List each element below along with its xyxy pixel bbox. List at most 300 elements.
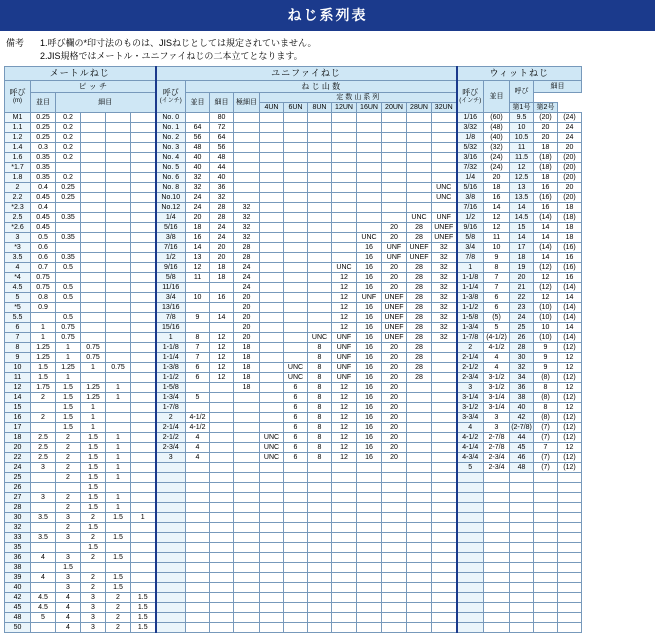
metric-fine-cell: 0.5 <box>56 293 81 303</box>
unified-empty-cell <box>332 483 357 493</box>
unified-series-cell: 20 <box>382 373 407 383</box>
metric-fine-cell: 0.2 <box>56 133 81 143</box>
metric-fine4-cell <box>131 313 156 323</box>
unified-empty-cell <box>156 533 186 543</box>
unified-series-cell: 20 <box>382 423 407 433</box>
unified-series-cell: 12 <box>332 393 357 403</box>
unified-series-cell: UNC <box>308 333 332 343</box>
whit-empty-cell <box>534 593 558 603</box>
whit-coarse-cell: 4 <box>484 363 510 373</box>
metric-yobi-cell: 30 <box>5 513 31 523</box>
metric-fine2-cell <box>81 163 106 173</box>
metric-fine3-cell <box>106 253 131 263</box>
metric-fine-cell: 1.5 <box>56 383 81 393</box>
unified-series-cell <box>284 193 308 203</box>
unified-series-cell <box>382 143 407 153</box>
unified-series-cell <box>432 113 457 123</box>
unified-series-cell: 6 <box>284 453 308 463</box>
metric-fine4-cell <box>131 413 156 423</box>
whit-coarse-cell: 8 <box>484 263 510 273</box>
unified-series-cell <box>357 183 382 193</box>
unified-yobi-cell: No. 1 <box>156 123 186 133</box>
metric-coarse-cell: 1.5 <box>31 363 56 373</box>
whit-no1-cell: 8 <box>534 383 558 393</box>
metric-fine3-cell <box>106 333 131 343</box>
unified-series-cell <box>407 413 432 423</box>
unified-series-cell <box>284 153 308 163</box>
table-row <box>5 623 582 633</box>
unified-empty-cell <box>156 593 186 603</box>
unified-empty-cell <box>308 603 332 613</box>
metric-fine4-cell <box>131 203 156 213</box>
unified-empty-cell <box>308 463 332 473</box>
series-28un-header: 28UN <box>407 103 432 113</box>
unified-series-cell <box>407 153 432 163</box>
metric-fine3-cell: 1 <box>106 443 131 453</box>
unified-series-cell <box>407 143 432 153</box>
metric-fine4-cell <box>131 153 156 163</box>
unified-unef-cell <box>234 393 260 403</box>
unified-empty-cell <box>357 613 382 623</box>
metric-fine3-cell <box>106 523 131 533</box>
unified-empty-cell <box>234 473 260 483</box>
table-row <box>5 423 582 433</box>
metric-fine4-cell <box>131 583 156 593</box>
metric-fine3-cell <box>106 143 131 153</box>
unified-unf-cell <box>210 383 234 393</box>
unified-series-cell <box>260 303 284 313</box>
unified-series-cell <box>284 353 308 363</box>
unified-series-cell: 12 <box>332 313 357 323</box>
metric-coarse-cell: 2 <box>31 413 56 423</box>
metric-yobi-cell: 11 <box>5 373 31 383</box>
unified-empty-cell <box>186 513 210 523</box>
table-row <box>5 363 582 373</box>
metric-fine2-cell: 1.25 <box>81 383 106 393</box>
metric-fine3-cell: 2 <box>106 593 131 603</box>
unified-series-cell <box>260 373 284 383</box>
unified-unef-cell: 18 <box>234 363 260 373</box>
whit-empty-cell <box>558 583 582 593</box>
whit-empty-cell <box>534 513 558 523</box>
whit-coarse-cell: (5) <box>484 313 510 323</box>
whit-empty-cell <box>457 473 484 483</box>
table-row <box>5 593 582 603</box>
whit-coarse-cell: (32) <box>484 143 510 153</box>
metric-coarse-cell <box>31 583 56 593</box>
unified-yobi-cell: 1 <box>156 333 186 343</box>
whit-empty-cell <box>484 503 510 513</box>
whit-empty-cell <box>484 493 510 503</box>
metric-fine2-cell <box>81 253 106 263</box>
unified-series-cell: 28 <box>407 273 432 283</box>
unified-series-cell <box>432 133 457 143</box>
table-row <box>5 173 582 183</box>
metric-fine2-cell: 1.25 <box>81 393 106 403</box>
metric-coarse-cell: 0.35 <box>31 163 56 173</box>
whit-no1-cell: 12 <box>534 293 558 303</box>
metric-fine4-cell <box>131 543 156 553</box>
unified-series-cell: 16 <box>357 283 382 293</box>
unified-series-cell <box>260 153 284 163</box>
whit-fine-yobi-cell: 40 <box>510 403 534 413</box>
unified-series-cell: 16 <box>357 453 382 463</box>
unified-series-cell: 28 <box>407 233 432 243</box>
unified-empty-cell <box>432 623 457 633</box>
whit-yobi-cell: 3-1/2 <box>457 403 484 413</box>
unified-empty-cell <box>432 573 457 583</box>
metric-yobi-cell: M1 <box>5 113 31 123</box>
metric-fine4-cell <box>131 393 156 403</box>
unified-series-cell <box>432 453 457 463</box>
unified-empty-cell <box>357 563 382 573</box>
unified-series-cell: 20 <box>382 403 407 413</box>
whit-yobi-cell: 3/8 <box>457 193 484 203</box>
unified-series-cell: UNC <box>260 453 284 463</box>
whit-empty-cell <box>484 583 510 593</box>
table-row <box>5 393 582 403</box>
metric-fine3-cell <box>106 323 131 333</box>
table-row <box>5 293 582 303</box>
metric-fine3-cell <box>106 293 131 303</box>
unified-series-cell <box>284 133 308 143</box>
unified-series-cell <box>260 403 284 413</box>
whit-empty-cell <box>484 593 510 603</box>
whit-empty-cell <box>558 513 582 523</box>
unified-empty-cell <box>357 473 382 483</box>
unified-empty-cell <box>210 613 234 623</box>
metric-fine4-cell <box>131 273 156 283</box>
unified-yobi-cell: 3/4 <box>156 293 186 303</box>
metric-coarse-cell: 1.5 <box>31 373 56 383</box>
whit-empty-cell <box>510 613 534 623</box>
unified-unc-cell: 10 <box>186 293 210 303</box>
metric-fine2-cell: 1 <box>81 363 106 373</box>
unified-empty-cell <box>284 493 308 503</box>
unified-unef-cell <box>234 403 260 413</box>
unified-empty-cell <box>432 553 457 563</box>
unified-unef-cell: 32 <box>234 233 260 243</box>
unified-series-cell: UNC <box>432 193 457 203</box>
metric-fine3-cell: 1.5 <box>106 573 131 583</box>
whit-yobi-cell: 1-1/2 <box>457 303 484 313</box>
unified-series-cell: UNC <box>407 213 432 223</box>
unified-series-cell: 32 <box>432 333 457 343</box>
unified-empty-cell <box>407 503 432 513</box>
unified-series-cell <box>260 213 284 223</box>
unified-unf-cell: 24 <box>210 233 234 243</box>
whit-no1-cell: (8) <box>534 373 558 383</box>
unified-empty-cell <box>332 603 357 613</box>
unified-empty-cell <box>407 553 432 563</box>
unified-empty-cell <box>284 533 308 543</box>
metric-coarse-cell: 4.5 <box>31 603 56 613</box>
metric-fine2-cell <box>81 153 106 163</box>
whit-yobi-cell: 1/16 <box>457 113 484 123</box>
whit-empty-cell <box>457 533 484 543</box>
whit-empty-cell <box>534 613 558 623</box>
whit-no2-cell: (12) <box>558 433 582 443</box>
unified-series-cell <box>432 373 457 383</box>
unified-unc-cell: 32 <box>186 173 210 183</box>
unified-series-cell <box>357 133 382 143</box>
whit-empty-cell <box>457 513 484 523</box>
whit-no1-cell: (7) <box>534 433 558 443</box>
unified-series-cell: 16 <box>357 323 382 333</box>
metric-fine-cell: 2 <box>56 453 81 463</box>
teisuu-header: 定 数 山 系 列 <box>260 93 457 103</box>
unified-series-cell: 6 <box>284 403 308 413</box>
metric-coarse-cell: 0.75 <box>31 283 56 293</box>
metric-coarse-cell: 3 <box>31 493 56 503</box>
metric-fine-cell <box>56 243 81 253</box>
whit-yobi-cell: 3/16 <box>457 153 484 163</box>
unified-empty-cell <box>210 583 234 593</box>
metric-coarse-cell <box>31 563 56 573</box>
metric-fine2-cell: 2 <box>81 513 106 523</box>
metric-fine3-cell <box>106 113 131 123</box>
unified-series-cell <box>407 193 432 203</box>
unified-series-cell <box>284 263 308 273</box>
unified-empty-cell <box>234 553 260 563</box>
unified-unef-cell <box>234 163 260 173</box>
unified-empty-cell <box>432 593 457 603</box>
unified-empty-cell <box>234 533 260 543</box>
whit-empty-cell <box>534 553 558 563</box>
unified-empty-cell <box>186 563 210 573</box>
whit-coarse-cell: 6 <box>484 293 510 303</box>
unified-series-cell <box>308 213 332 223</box>
unified-unc-cell: 32 <box>186 183 210 193</box>
unified-series-cell <box>284 323 308 333</box>
unified-series-cell <box>332 253 357 263</box>
unified-empty-cell <box>284 603 308 613</box>
unified-series-cell: 16 <box>357 263 382 273</box>
metric-fine3-cell <box>106 223 131 233</box>
unified-yobi-cell: 7/8 <box>156 313 186 323</box>
metric-fine3-cell <box>106 123 131 133</box>
metric-fine-cell: 0.5 <box>56 283 81 293</box>
unified-series-cell <box>407 433 432 443</box>
whit-no1-cell: (18) <box>534 163 558 173</box>
metric-fine4-cell <box>131 573 156 583</box>
unified-empty-cell <box>156 583 186 593</box>
whit-empty-cell <box>510 603 534 613</box>
metric-coarse-cell <box>31 523 56 533</box>
metric-fine-cell: 1.25 <box>56 363 81 373</box>
whit-empty-cell <box>534 483 558 493</box>
metric-fine4-cell <box>131 183 156 193</box>
unified-unef-cell <box>234 453 260 463</box>
whit-yobi-cell: 4-3/4 <box>457 453 484 463</box>
whit-no2-cell: 18 <box>558 223 582 233</box>
unified-series-cell <box>432 433 457 443</box>
whit-empty-cell <box>534 623 558 633</box>
metric-yobi-cell: 3 <box>5 233 31 243</box>
unified-series-cell <box>308 183 332 193</box>
whit-empty-cell <box>457 573 484 583</box>
metric-fine-cell: 3 <box>56 583 81 593</box>
whit-no2-cell: 16 <box>558 253 582 263</box>
unified-series-cell <box>432 353 457 363</box>
unified-empty-cell <box>210 543 234 553</box>
unified-series-cell: 8 <box>308 423 332 433</box>
unified-empty-cell <box>156 563 186 573</box>
unified-series-cell <box>407 183 432 193</box>
unified-unc-cell <box>186 113 210 123</box>
metric-fine-cell <box>56 223 81 233</box>
metric-fine4-cell <box>131 333 156 343</box>
metric-yobi-cell: *3 <box>5 243 31 253</box>
whit-no2-cell: 24 <box>558 123 582 133</box>
unified-series-cell <box>308 323 332 333</box>
whit-no2-cell: 12 <box>558 383 582 393</box>
unified-series-cell: UNF <box>332 353 357 363</box>
unified-yobi-cell: No. 2 <box>156 133 186 143</box>
whit-coarse-cell: 20 <box>484 173 510 183</box>
unified-empty-cell <box>156 473 186 483</box>
unified-unf-cell <box>210 393 234 403</box>
whit-empty-cell <box>510 533 534 543</box>
page-title: ねじ系列表 <box>0 0 655 33</box>
metric-fine2-cell <box>81 133 106 143</box>
whit-empty-cell <box>457 483 484 493</box>
whit-coarse-cell: 9 <box>484 253 510 263</box>
unified-series-cell <box>260 383 284 393</box>
metric-fine3-cell: 2 <box>106 623 131 633</box>
unified-series-cell <box>260 183 284 193</box>
unified-empty-cell <box>308 593 332 603</box>
unified-yobi-cell: No. 3 <box>156 143 186 153</box>
metric-fine3-cell: 1 <box>106 383 131 393</box>
whit-no1-cell: 12 <box>534 273 558 283</box>
unified-series-cell <box>260 423 284 433</box>
whit-empty-cell <box>510 523 534 533</box>
metric-fine2-cell: 1.5 <box>81 543 106 553</box>
metric-yobi-header <box>5 81 31 113</box>
unified-empty-cell <box>284 523 308 533</box>
series-6un-header: 6UN <box>284 103 308 113</box>
unified-series-cell: 28 <box>407 373 432 383</box>
unified-series-cell: 32 <box>432 313 457 323</box>
unified-empty-cell <box>156 493 186 503</box>
unified-empty-cell <box>210 483 234 493</box>
whit-no2-cell: 14 <box>558 323 582 333</box>
whit-coarse-cell: 2-3/4 <box>484 463 510 473</box>
unified-empty-cell <box>284 583 308 593</box>
metric-fine2-cell <box>81 373 106 383</box>
table-row <box>5 213 582 223</box>
unified-empty-cell <box>210 503 234 513</box>
unified-empty-cell <box>260 553 284 563</box>
unified-empty-cell <box>308 623 332 633</box>
whit-no2-cell: 12 <box>558 403 582 413</box>
table-row <box>5 233 582 243</box>
unified-unf-cell: 72 <box>210 123 234 133</box>
unified-series-cell: 6 <box>284 433 308 443</box>
metric-coarse-cell: 4.5 <box>31 593 56 603</box>
whit-coarse-cell: 10 <box>484 243 510 253</box>
metric-coarse-cell <box>31 473 56 483</box>
unified-series-cell: UNC <box>332 263 357 273</box>
metric-fine2-cell <box>81 273 106 283</box>
series-16un-header: 16UN <box>357 103 382 113</box>
unified-empty-cell <box>186 593 210 603</box>
table-row <box>5 113 582 123</box>
whit-empty-cell <box>484 623 510 633</box>
whit-no1-cell: (12) <box>534 263 558 273</box>
pitch-header: ピ ッ チ <box>31 81 156 93</box>
whit-fine-yobi-cell: 13 <box>510 183 534 193</box>
unified-series-cell <box>432 443 457 453</box>
table-row <box>5 343 582 353</box>
unified-yobi-cell: 1-1/8 <box>156 343 186 353</box>
whit-fine-yobi-cell: 38 <box>510 393 534 403</box>
metric-yobi-cell: 32 <box>5 523 31 533</box>
unified-empty-cell <box>432 533 457 543</box>
whit-coarse-cell: 4-1/2 <box>484 343 510 353</box>
metric-fine4-cell <box>131 563 156 573</box>
metric-fine3-cell: 2 <box>106 613 131 623</box>
unified-empty-cell <box>260 583 284 593</box>
notes-block <box>0 33 655 66</box>
unified-empty-cell <box>210 603 234 613</box>
unified-empty-cell <box>260 463 284 473</box>
unified-series-cell <box>432 173 457 183</box>
metric-fine4-cell <box>131 403 156 413</box>
unified-series-cell: 8 <box>308 453 332 463</box>
screw-series-table <box>4 66 582 633</box>
metric-fine-cell: 1.5 <box>56 423 81 433</box>
unified-unf-cell <box>210 413 234 423</box>
unified-empty-cell <box>186 503 210 513</box>
metric-fine3-cell: 1 <box>106 453 131 463</box>
unified-empty-cell <box>234 523 260 533</box>
whit-no1-cell: 18 <box>534 173 558 183</box>
metric-coarse-cell: 0.9 <box>31 303 56 313</box>
metric-fine3-cell: 0.75 <box>106 363 131 373</box>
metric-yobi-cell: 1.2 <box>5 133 31 143</box>
unified-empty-cell <box>382 553 407 563</box>
whit-empty-cell <box>510 493 534 503</box>
metric-fine-cell: 0.75 <box>56 333 81 343</box>
whit-fine-yobi-cell: 26 <box>510 333 534 343</box>
metric-fine2-cell: 0.75 <box>81 353 106 363</box>
metric-fine2-cell: 1.5 <box>81 453 106 463</box>
unified-series-cell <box>308 143 332 153</box>
metric-fine4-cell <box>131 363 156 373</box>
metric-coarse-cell: 1.25 <box>31 353 56 363</box>
unified-series-cell <box>382 213 407 223</box>
unified-unef-cell <box>234 193 260 203</box>
unified-series-cell <box>284 173 308 183</box>
unified-series-cell <box>308 273 332 283</box>
whit-fine-header: 細目 <box>534 81 582 93</box>
unified-empty-cell <box>234 593 260 603</box>
metric-yobi-cell: 1.4 <box>5 143 31 153</box>
unified-empty-cell <box>332 543 357 553</box>
unified-series-cell <box>332 183 357 193</box>
table-row <box>5 533 582 543</box>
unified-series-cell <box>284 343 308 353</box>
unified-empty-cell <box>260 533 284 543</box>
unified-series-cell: UNF <box>332 373 357 383</box>
metric-fine4-cell <box>131 243 156 253</box>
unified-series-cell: 28 <box>407 303 432 313</box>
unified-empty-cell <box>210 523 234 533</box>
metric-fine4-cell <box>131 423 156 433</box>
table-row <box>5 353 582 363</box>
